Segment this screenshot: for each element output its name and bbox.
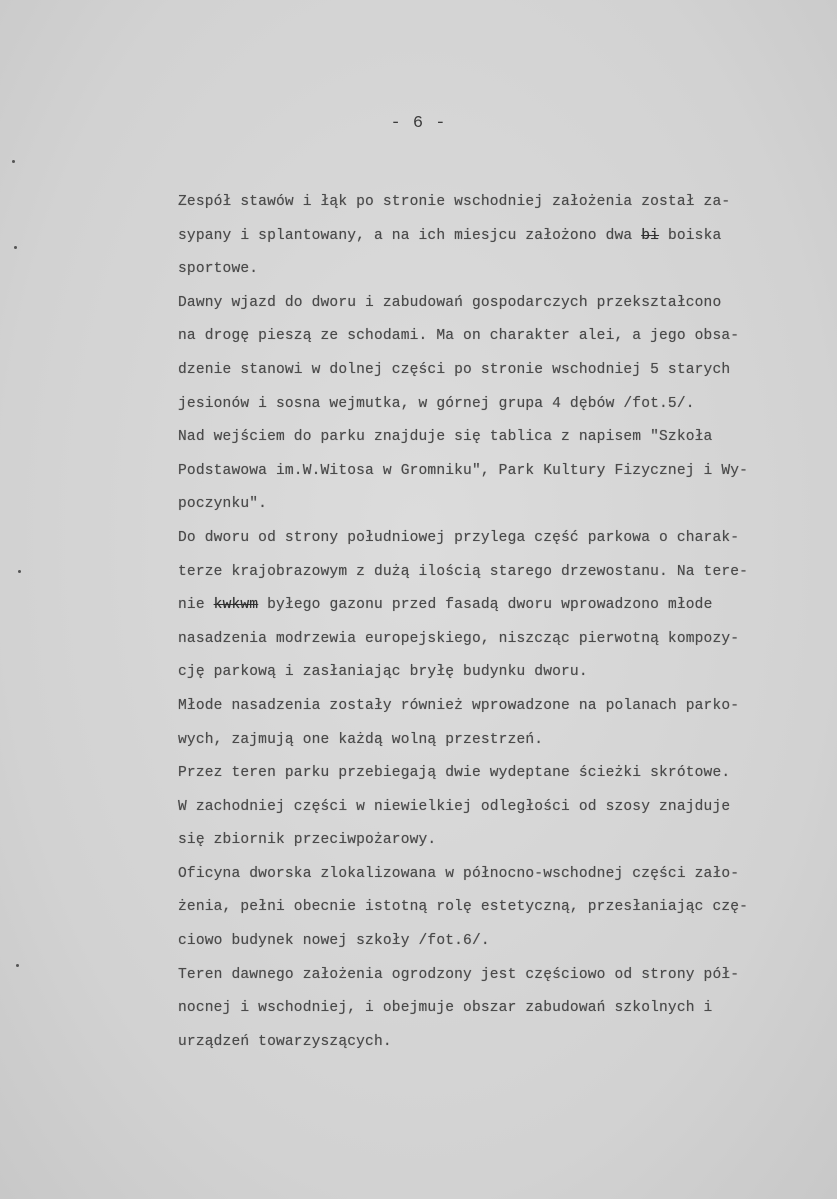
margin-mark <box>12 160 15 163</box>
text-line <box>178 220 810 254</box>
text-segment: nie <box>178 597 205 614</box>
text-line: Podstawowa im.W.Witosa w Gromniku", Park Kultury Fizycznej i Wy- <box>178 462 749 479</box>
text-line <box>178 589 810 623</box>
text-line: na drogę pieszą ze schodami. Ma on charakter alei, a jego obsa- <box>178 328 740 345</box>
text-line: Teren dawnego założenia ogrodzony jest częściowo od strony pół- <box>178 966 740 983</box>
text-line: się zbiornik przeciwpożarowy. <box>178 832 437 849</box>
body-text <box>178 186 810 1059</box>
text-line: jesionów i sosna wejmutka, w górnej grupa 4 dębów /fot.5/. <box>178 395 695 412</box>
text-line: terze krajobrazowym z dużą ilością starego drzewostanu. Na tere- <box>178 563 749 580</box>
text-line: sportowe. <box>178 261 259 278</box>
text-line: nocnej i wschodniej, i obejmuje obszar zabudowań szkolnych i <box>178 1000 713 1017</box>
text-line: Do dworu od strony południowej przylega część parkowa o charak- <box>178 529 740 546</box>
margin-mark <box>18 570 21 573</box>
text-line: cję parkową i zasłaniając bryłę budynku dworu. <box>178 664 588 681</box>
text-line: Dawny wjazd do dworu i zabudowań gospodarczych przekształcono <box>178 294 722 311</box>
text-segment: boiska <box>659 227 722 244</box>
text-line: Nad wejściem do parku znajduje się tablica z napisem "Szkoła <box>178 429 713 446</box>
margin-mark <box>16 964 19 967</box>
text-line: Młode nasadzenia zostały również wprowadzone na polanach parko- <box>178 697 740 714</box>
struck-text: kwkwm <box>213 597 259 614</box>
text-line: dzenie stanowi w dolnej części po stronie wschodniej 5 starych <box>178 361 731 378</box>
text-segment: byłego gazonu przed fasadą dworu wprowadzono młode <box>258 597 713 614</box>
text-line: ciowo budynek nowej szkoły /fot.6/. <box>178 933 490 950</box>
text-line: Zespół stawów i łąk po stronie wschodniej założenia został za- <box>178 194 731 210</box>
text-line: nasadzenia modrzewia europejskiego, niszcząc pierwotną kompozy- <box>178 630 740 647</box>
text-line: W zachodniej części w niewielkiej odległości od szosy znajduje <box>178 798 731 815</box>
text-line: urządzeń towarzyszących. <box>178 1033 392 1050</box>
margin-mark <box>14 246 17 249</box>
text-line: poczynku". <box>178 496 268 513</box>
text-line: Oficyna dworska zlokalizowana w północno-wschodnej części zało- <box>178 865 740 882</box>
struck-text: bi <box>641 227 660 244</box>
text-segment: sypany i splantowany, a na ich miesjcu założono dwa <box>178 227 633 244</box>
text-line: żenia, pełni obecnie istotną rolę estetyczną, przesłaniając czę- <box>178 899 749 916</box>
text-line: wych, zajmują one każdą wolną przestrzeń. <box>178 731 544 748</box>
text-line: Przez teren parku przebiegają dwie wydeptane ścieżki skrótowe. <box>178 765 731 782</box>
page-number: - 6 - <box>390 114 447 133</box>
